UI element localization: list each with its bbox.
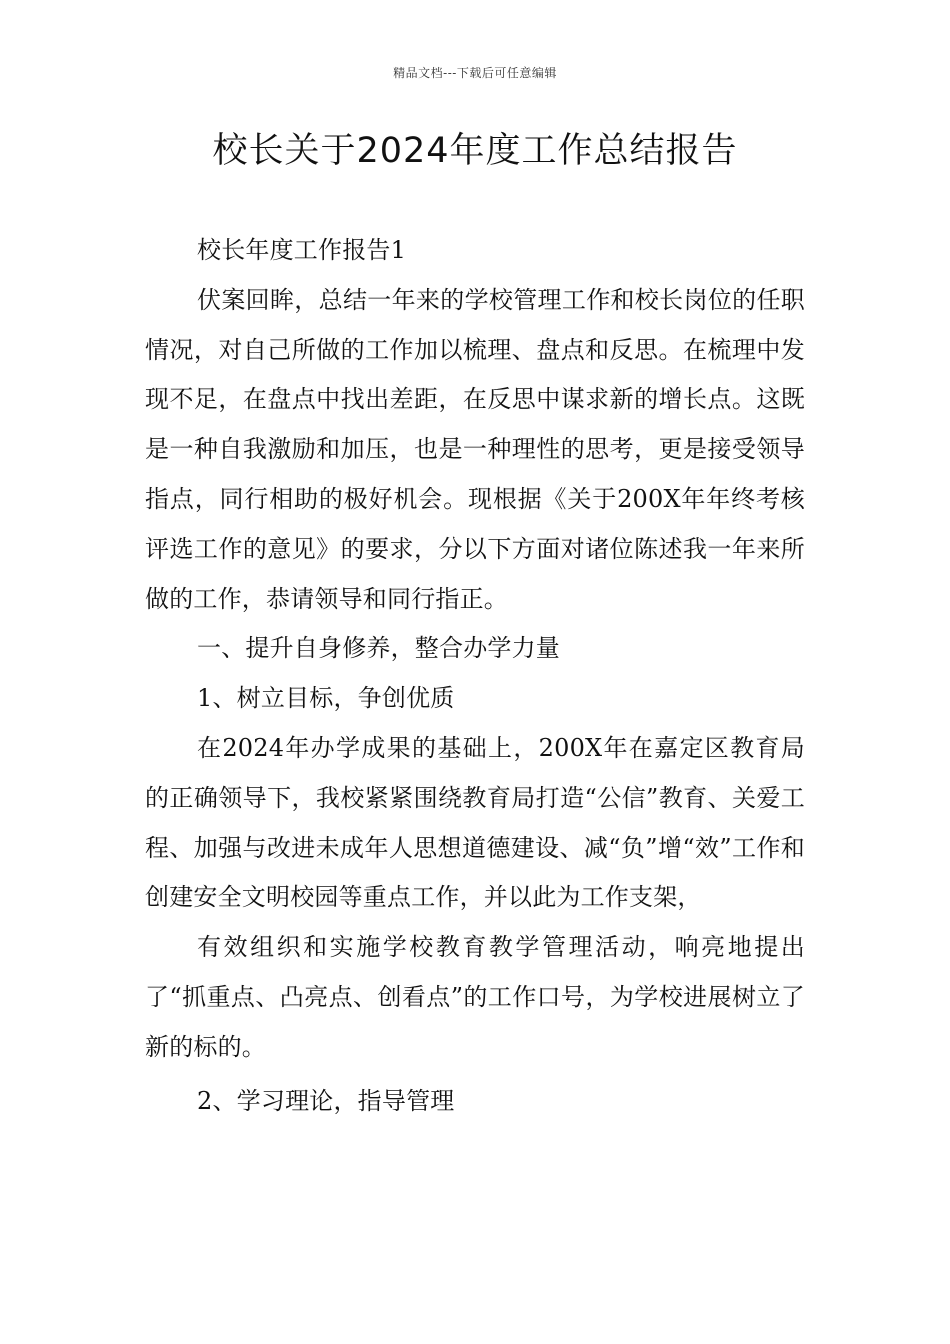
paragraph-goals: 在2024年办学成果的基础上，200X年在嘉定区教育局的正确领导下，我校紧紧围绕教育局打造“公信”教育、关爱工程、加强与改进未成年人思想道德建设、减“负”增“效”工作和创建安全文明校园等重点工作，并以此为工作支架， (145, 733, 805, 912)
report-subtitle: 校长年度工作报告1 (197, 236, 407, 264)
header-note: 精品文档---下载后可任意编辑 (393, 66, 557, 80)
subsection-heading-2: 2、学习理论，指导管理 (197, 1086, 455, 1115)
subsection-heading-1: 1、树立目标，争创优质 (197, 684, 455, 713)
paragraph-management: 有效组织和实施学校教育教学管理活动，响亮地提出了“抓重点、凸亮点、创看点”的工作口号，为学校进展树立了新的标的。 (145, 933, 805, 1061)
section-heading-1: 一、提升自身修养，整合办学力量 (197, 634, 560, 663)
document-body (145, 226, 805, 1126)
document-title: 校长关于2024年度工作总结报告 (212, 131, 738, 171)
paragraph-intro: 伏案回眸，总结一年来的学校管理工作和校长岗位的任职情况，对自己所做的工作加以梳理、盘点和反思。在梳理中发现不足，在盘点中找出差距，在反思中谋求新的增长点。这既是一种自我激励和加压，也是一种理性的思考，更是接受领导指点，同行相助的极好机会。现根据《关于200X年年终考核评选工作的意见》的要求，分以下方面对诸位陈述我一年来所做的工作，恭请领导和同行指正。 (145, 285, 805, 613)
